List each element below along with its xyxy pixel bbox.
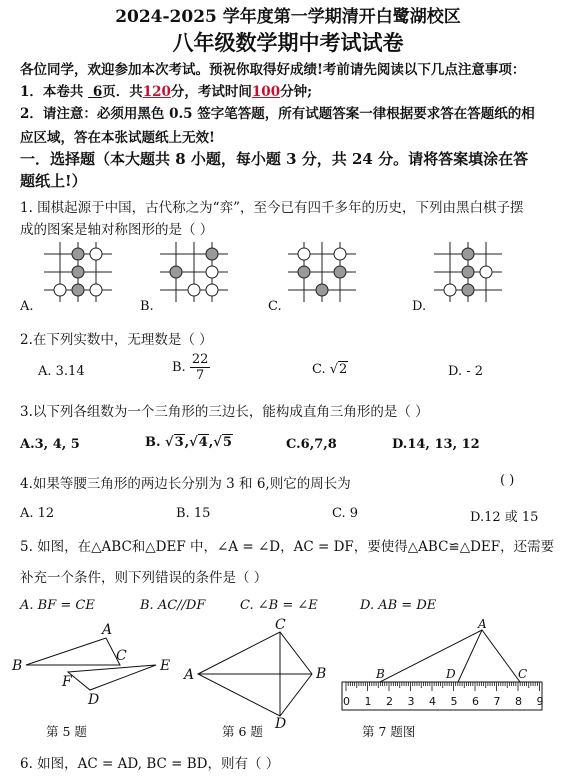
fig5-label-f: F [62,674,72,690]
figure-7 [336,618,548,718]
notice-item1-c: 分，考试时间 [170,84,252,100]
q1-stem-cont: 成的图案是轴对称图形的是（ ） [20,222,214,238]
q1-board-b [160,242,230,304]
fig5-label-c: C [116,648,127,664]
q1-board-d [434,242,504,304]
figure-5 [8,620,183,705]
fig5-label-e: E [160,658,171,674]
q3-option-d: D.14, 13, 12 [392,437,480,452]
q5-stem: 5. 如图，在△ABC和△DEF 中，∠A = ∠D，AC = DF，要使得△ABC≌△DEF，还需要 [20,539,555,555]
fig7-label-c: C [518,667,528,681]
q2-stem: 2.在下列实数中，无理数是（ ） [20,332,213,348]
q2-option-d: D. - 2 [448,364,484,379]
q4-option-a: A. 12 [20,506,55,521]
q1-board-a [44,242,114,304]
ruler-number: 9 [536,695,544,708]
q6-stem: 6. 如图，AC = AD, BC = BD，则有（ ） [20,756,280,772]
fig7-label-a: A [478,618,487,631]
q2-option-b: B. $\frac{22}{7}$ [172,352,209,383]
q3-option-b: B. √3,√4,√5 [145,435,232,450]
q1-option-b: B. [140,299,154,314]
exam-header-school: 2024-2025 学年度第一学期清开白鹭湖校区 [115,7,461,27]
q2-option-c: C. √2 [312,362,348,377]
ruler-number: 5 [450,695,458,708]
fig6-label-a: A [184,667,195,683]
figure-6 [182,618,332,728]
fig5-label-b: B [12,658,23,674]
q1-option-a: A. [20,299,34,314]
ruler-number: 4 [429,695,436,708]
q1-option-d: D. [412,299,427,314]
fig7-label-d: D [446,667,456,681]
q1-option-c: C. [268,299,282,314]
ruler-number: 7 [493,695,501,708]
notice-item1-b: 页．共 [102,84,143,100]
q1-stem: 1. 围棋起源于中国，古代称之为“弈”，至今已有四千多年的历史，下列由黑白棋子摆 [20,200,524,216]
q5-option-b: B. AC//DF [140,598,206,613]
fig6-label-d: D [275,716,287,728]
notice-time: 100 [251,84,281,100]
ruler-number: 0 [343,695,350,708]
q3-option-c: C.6,7,8 [286,437,337,452]
exam-title: 八年级数学期中考试试卷 [172,30,404,55]
q4-option-c: C. 9 [332,506,359,521]
section-1-heading: 一．选择题（本大题共 8 小题，每小题 3 分，共 24 分。请将答案填涂在答 [20,150,529,168]
q5-option-a: A. BF = CE [20,598,95,613]
q5-option-c: C. ∠B = ∠E [240,598,318,613]
notice-item-2b: 应区域，答在本张试题纸上无效! [20,130,215,146]
notice-intro: 各位同学，欢迎参加本次考试。预祝你取得好成绩!考前请先阅读以下几点注意事项： [20,62,526,78]
fig5-label-a: A [102,622,113,638]
q2-option-a: A. 3.14 [38,364,85,379]
q4-answer-paren: ( ) [500,473,515,488]
q3-stem: 3.以下列各组数为一个三角形的三边长，能构成直角三角形的是（ ） [20,404,429,420]
ruler-number: 2 [386,695,393,708]
figure-7-caption: 第 7 题图 [362,724,416,739]
fig6-label-c: C [275,618,286,633]
q4-stem: 4.如果等腰三角形的两边长分别为 3 和 6,则它的周长为 [20,476,351,492]
notice-item1-d: 分钟; [280,84,313,100]
notice-score: 120 [142,84,171,100]
q4-option-b: B. 15 [176,506,211,521]
q5-stem-cont: 补充一个条件，则下列错误的条件是（ ） [20,570,268,586]
fig6-label-b: B [316,666,327,682]
notice-pages: 6 [92,84,103,100]
fig5-label-d: D [88,692,100,705]
notice-item-2a: 2．请注意：必须用黑色 0.5 签字笔答题，所有试题答案一律根据要求答在答题纸的相 [20,106,535,122]
figure-6-caption: 第 6 题 [222,724,263,739]
fig7-label-b: B [376,667,385,681]
q4-option-d: D.12 或 15 [470,510,539,525]
section-1-heading-cont: 题纸上!） [20,172,87,190]
ruler-number: 3 [407,695,415,708]
q5-option-d: D. AB = DE [360,598,437,613]
ruler-number: 8 [515,695,522,708]
notice-item1-a: 1．本卷共 [20,84,84,100]
notice-item-1 [20,80,312,100]
ruler-number: 6 [472,695,479,708]
figure-5-caption: 第 5 题 [46,724,87,739]
ruler-number: 1 [364,695,372,708]
q3-option-a: A.3, 4, 5 [20,437,80,452]
q1-board-c [288,242,358,304]
